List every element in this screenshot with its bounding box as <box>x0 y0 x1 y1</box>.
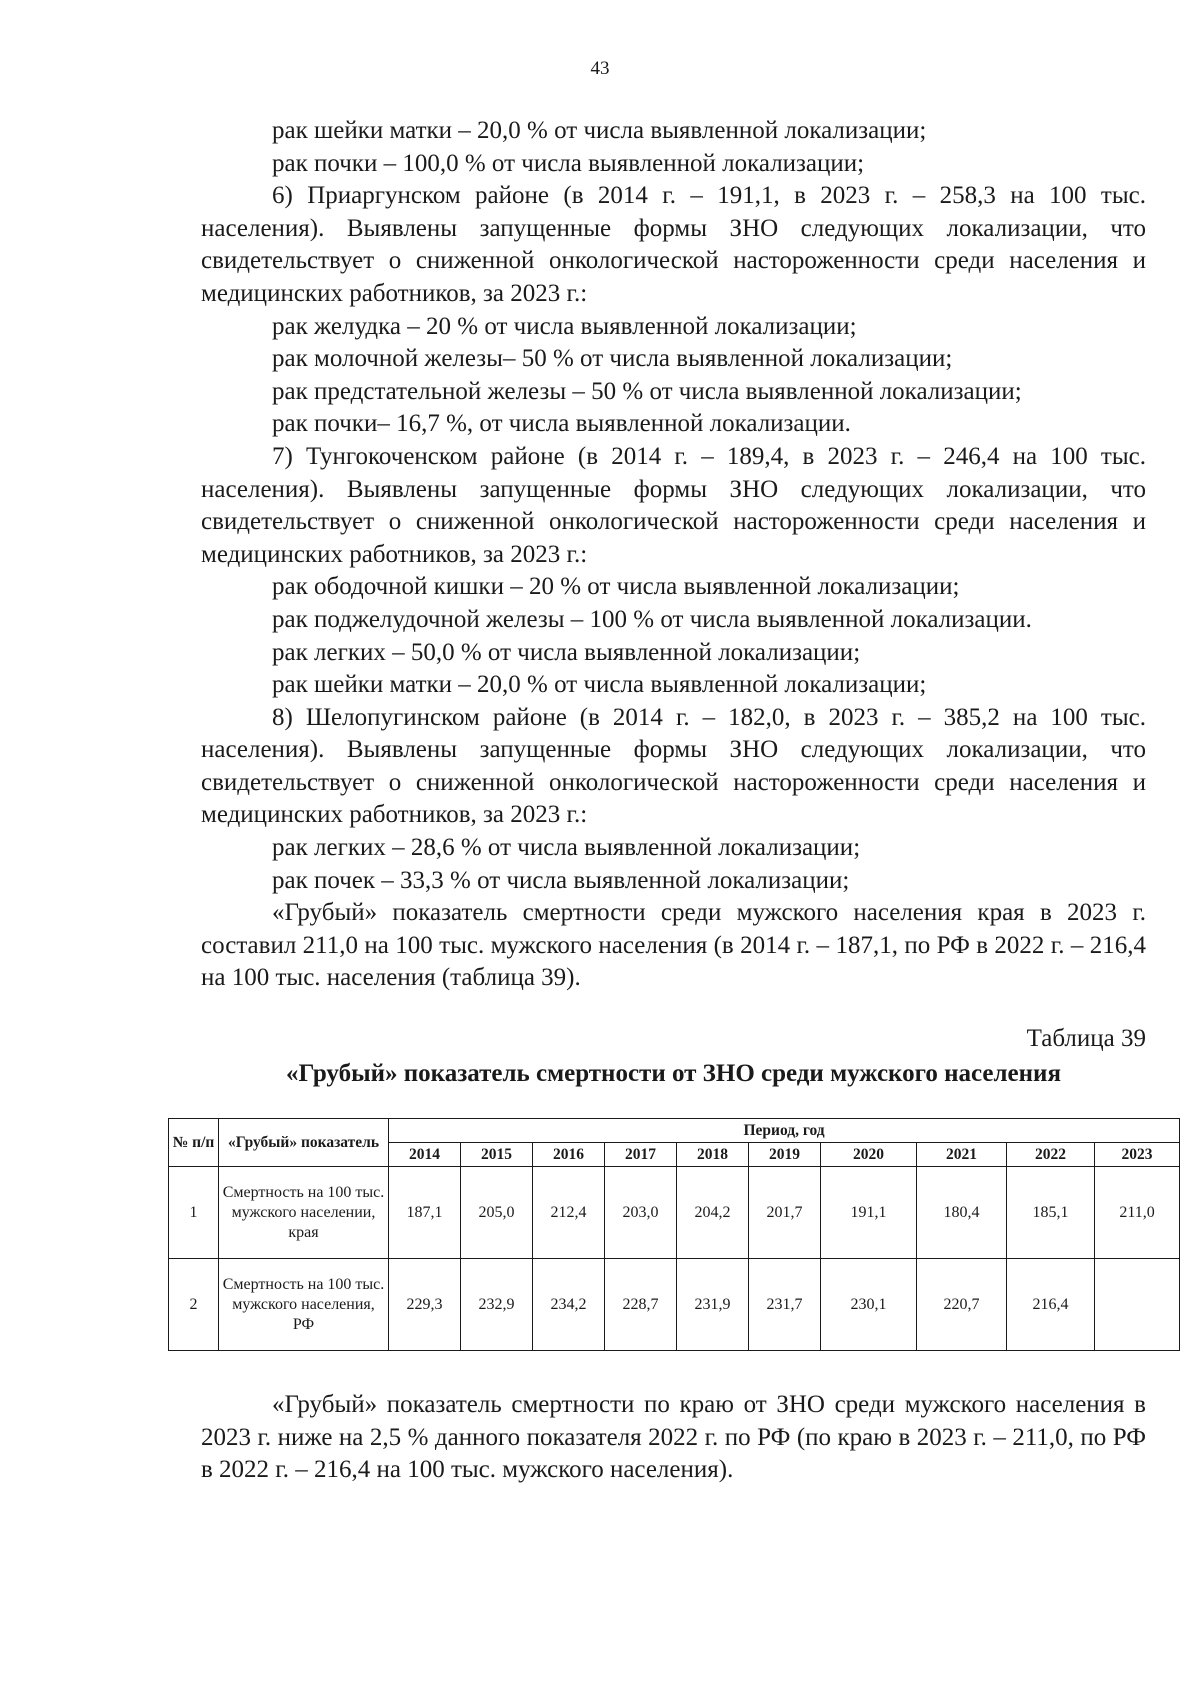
list-item: рак поджелудочной железы – 100 % от числа выявленной локализации. <box>272 605 1032 633</box>
header-year: 2021 <box>917 1143 1007 1167</box>
table-cell: 231,9 <box>677 1259 749 1351</box>
header-indicator: «Грубый» показатель <box>219 1119 389 1167</box>
table-cell: 204,2 <box>677 1167 749 1259</box>
table-cell: 234,2 <box>533 1259 605 1351</box>
table-cell: 229,3 <box>389 1259 461 1351</box>
after-table-text <box>201 1389 1146 1487</box>
header-year: 2019 <box>749 1143 821 1167</box>
table-cell: 191,1 <box>821 1167 917 1259</box>
header-num: № п/п <box>169 1119 219 1167</box>
paragraph: «Грубый» показатель смертности по краю от ЗНО среди мужского населения в 2023 г. ниже на 2,5 % данного показателя 2022 г. по РФ (по краю в 2023 г. – 211,0, по РФ в 2022 г. – 216,4 на 100 тыс. мужского населения). <box>201 1391 1146 1484</box>
paragraph: 8) Шелопугинском районе (в 2014 г. – 182,0, в 2023 г. – 385,2 на 100 тыс. населения). Выявлены запущенные формы ЗНО следующих локализации, что свидетельствует о сниженной онкологической настороженности среди населения и медицинских работников, за 2023 г.: <box>201 703 1146 829</box>
table-cell: 180,4 <box>917 1167 1007 1259</box>
table-row <box>169 1259 1180 1351</box>
table-cell: 205,0 <box>461 1167 533 1259</box>
table-row <box>169 1167 1180 1259</box>
paragraph: 6) Приаргунском районе (в 2014 г. – 191,1, в 2023 г. – 258,3 на 100 тыс. населения). Выявлены запущенные формы ЗНО следующих локализации, что свидетельствует о сниженной онкологической настороженности среди населения и медицинских работников, за 2023 г.: <box>201 182 1146 307</box>
header-year: 2014 <box>389 1143 461 1167</box>
table-cell: 201,7 <box>749 1167 821 1259</box>
list-item: рак почки – 100,0 % от числа выявленной локализации; <box>272 149 865 177</box>
row-num: 1 <box>169 1167 219 1259</box>
list-item: рак шейки матки – 20,0 % от числа выявленной локализации; <box>272 671 927 699</box>
table-cell: 220,7 <box>917 1259 1007 1351</box>
list-item: рак легких – 50,0 % от числа выявленной локализации; <box>272 638 861 666</box>
header-year: 2023 <box>1095 1143 1180 1167</box>
table-title: «Грубый» показатель смертности от ЗНО среди мужского населения <box>286 1060 1061 1087</box>
list-item: рак желудка – 20 % от числа выявленной локализации; <box>272 312 857 340</box>
table-cell: 185,1 <box>1007 1167 1095 1259</box>
header-year: 2020 <box>821 1143 917 1167</box>
list-item: рак ободочной кишки – 20 % от числа выявленной локализации; <box>272 573 960 601</box>
table-cell: 216,4 <box>1007 1259 1095 1351</box>
list-item: рак молочной железы– 50 % от числа выявленной локализации; <box>272 345 953 373</box>
list-item: рак шейки матки – 20,0 % от числа выявленной локализации; <box>272 117 927 144</box>
header-period: Период, год <box>389 1119 1180 1143</box>
table-cell: 211,0 <box>1095 1167 1180 1259</box>
row-label: Смертность на 100 тыс. мужского населения, РФ <box>219 1259 389 1351</box>
header-year: 2022 <box>1007 1143 1095 1167</box>
row-num: 2 <box>169 1259 219 1351</box>
table-cell: 230,1 <box>821 1259 917 1351</box>
paragraph: «Грубый» показатель смертности среди мужского населения края в 2023 г. составил 211,0 на 100 тыс. мужского населения (в 2014 г. – 187,1, по РФ в 2022 г. – 216,4 на 100 тыс. населения (таблица 39). <box>201 899 1146 992</box>
mortality-table <box>168 1118 1180 1351</box>
header-year: 2017 <box>605 1143 677 1167</box>
table-header-row <box>169 1119 1180 1143</box>
paragraph: 7) Тунгокоченском районе (в 2014 г. – 189,4, в 2023 г. – 246,4 на 100 тыс. населения). Выявлены запущенные формы ЗНО следующих локализации, что свидетельствует о сниженной онкологической настороженности среди населения и медицинских работников, за 2023 г.: <box>201 442 1146 568</box>
table-cell <box>1095 1259 1180 1351</box>
header-year: 2015 <box>461 1143 533 1167</box>
table-caption: Таблица 39 <box>1026 1025 1146 1052</box>
list-item: рак легких – 28,6 % от числа выявленной локализации; <box>272 834 861 862</box>
body-text <box>201 115 1146 995</box>
table-cell: 231,7 <box>749 1259 821 1351</box>
header-year: 2016 <box>533 1143 605 1167</box>
table-cell: 228,7 <box>605 1259 677 1351</box>
list-item: рак почек – 33,3 % от числа выявленной локализации; <box>272 866 850 894</box>
page-number: 43 <box>590 58 610 79</box>
header-year: 2018 <box>677 1143 749 1167</box>
table-cell: 232,9 <box>461 1259 533 1351</box>
list-item: рак почки– 16,7 %, от числа выявленной локализации. <box>272 410 851 438</box>
table-cell: 187,1 <box>389 1167 461 1259</box>
list-item: рак предстательной железы – 50 % от числа выявленной локализации; <box>272 377 1022 405</box>
table-cell: 203,0 <box>605 1167 677 1259</box>
row-label: Смертность на 100 тыс. мужского населении, края <box>219 1167 389 1259</box>
table-cell: 212,4 <box>533 1167 605 1259</box>
